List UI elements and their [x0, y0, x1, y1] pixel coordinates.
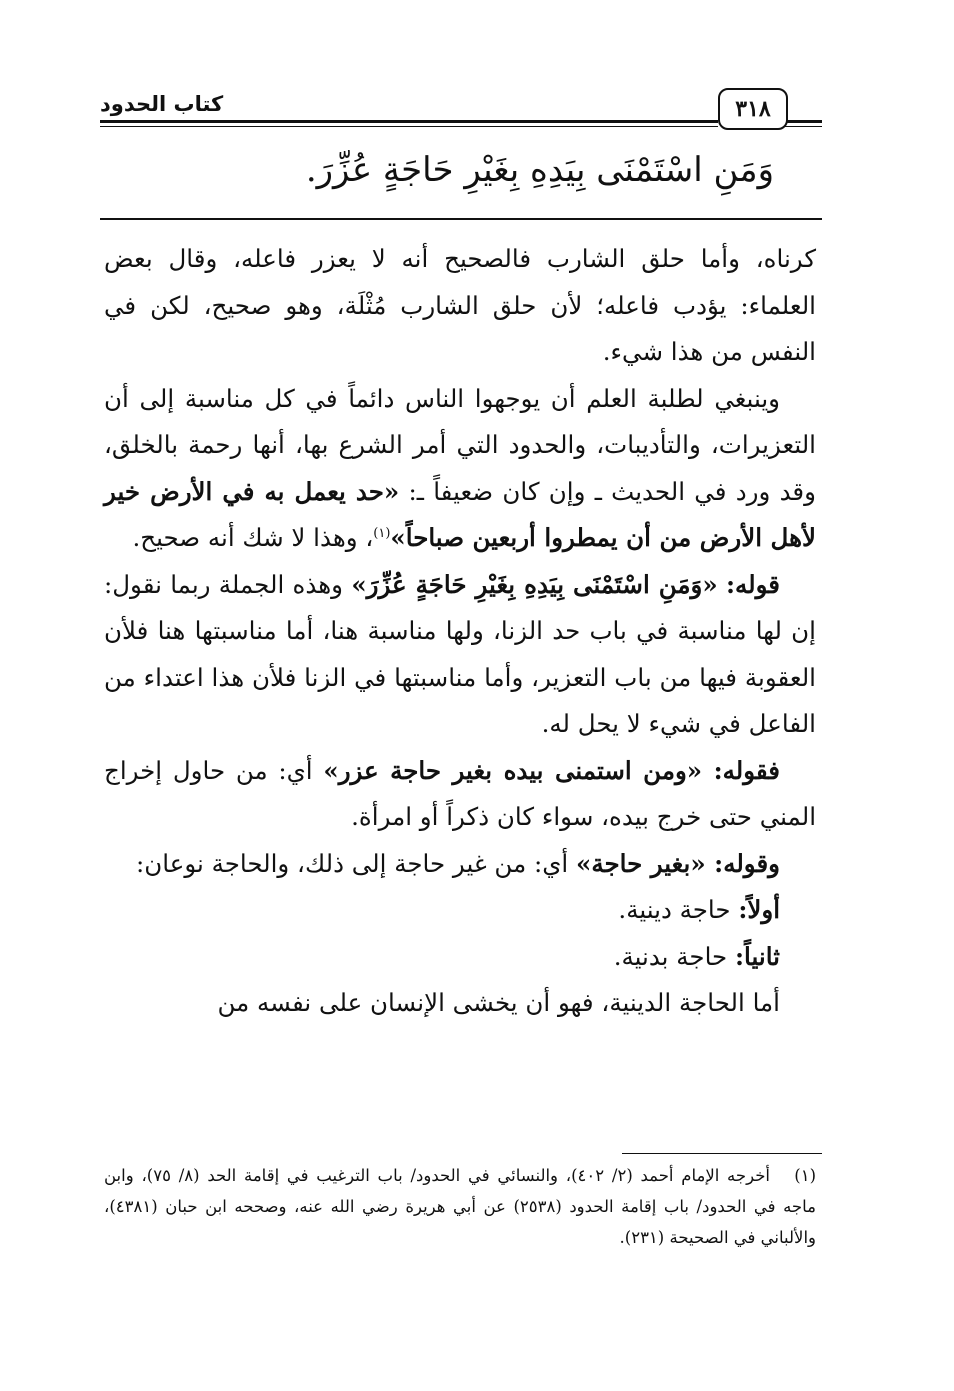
paragraph-2	[104, 376, 816, 562]
paragraph-2-tail: ، وهذا لا شك أنه صحيح.	[132, 523, 374, 552]
footnote	[104, 1160, 816, 1253]
paragraph-3-quote: «وَمَنِ اسْتَمْنَى بِيَدِهِ بِغَيْرِ حَاجَةٍ عُزِّرَ»	[351, 569, 718, 599]
footnote-number: (١)	[794, 1166, 816, 1185]
list-item-1-label: أولاً:	[738, 895, 780, 924]
list-item-2-label: ثانياً:	[734, 941, 780, 971]
paragraph-4	[104, 748, 816, 841]
footnote-separator	[622, 1153, 822, 1154]
paragraph-5-text: أي: من غير حاجة إلى ذلك، والحاجة نوعان:	[136, 848, 569, 878]
body-text	[104, 236, 816, 1027]
paragraph-1: كرناه، وأما حلق الشارب فالصحيح أنه لا يعزر فاعله، وقال بعض العلماء: يؤدب فاعله؛ لأن حلق الشارب مُثْلَة، وهو صحيح، لكن في النفس من هذا شيء.	[104, 244, 816, 366]
footnote-text: أخرجه الإمام أحمد (٢/ ٤٠٢)، والنسائي في الحدود/ باب الترغيب في إقامة الحد (٨/ ٧٥)، وابن ماجه في الحدود/ باب إقامة الحدود (٢٥٣٨) عن أبي هريرة رضي الله عنه، وصححه ابن حبان (٤٣٨١)، والألباني في الصحيحة (٢٣١).	[104, 1166, 816, 1247]
paragraph-3	[104, 562, 816, 748]
paragraph-5-lead: وقوله: «بغير حاجة»	[576, 848, 780, 878]
list-item-1-text: حاجة دينية.	[618, 895, 731, 924]
hadith-quote: «حد يعمل به في الأرض خير لأهل الأرض من أن يمطروا أربعين صباحاً»	[104, 476, 816, 552]
footnote-ref: (١)	[373, 525, 391, 541]
list-item-2	[104, 934, 816, 981]
page-header	[100, 86, 822, 136]
paragraph-4-text: أي: من حاول إخراج المني حتى خرج بيده، سواء كان ذكراً أو امرأة.	[104, 755, 816, 831]
paragraph-3-lead: قوله:	[726, 569, 781, 599]
page-number: ٣١٨	[718, 88, 788, 130]
book-title: كتاب الحدود	[100, 92, 224, 116]
header-rule	[100, 120, 718, 127]
matn-separator	[100, 218, 822, 220]
list-item-2-text: حاجة بدنية.	[613, 941, 728, 971]
paragraph-2-text: وينبغي لطلبة العلم أن يوجهوا الناس دائماً في كل مناسبة إلى أن التعزيرات، والتأديبات، والحدود التي أمر الشرع بها، أنها رحمة بالخلق، وقد ورد في الحديث ـ وإن كان ضعيفاً ـ:	[104, 383, 816, 506]
matn-text: وَمَنِ اسْتَمْنَى بِيَدِهِ بِغَيْرِ حَاجَةٍ عُزِّرَ.	[305, 150, 774, 190]
paragraph-5	[104, 841, 816, 888]
header-rule-right	[782, 120, 822, 127]
list-item-1	[104, 887, 816, 934]
paragraph-6: أما الحاجة الدينية، فهو أن يخشى الإنسان على نفسه من	[217, 988, 780, 1017]
paragraph-3-text: وهذه الجملة ربما نقول: إن لها مناسبة في باب حد الزنا، ولها مناسبة هنا، أما مناسبتها هنا فلأن العقوبة فيها من باب التعزير، وأما مناسبتها في الزنا فلأن هذا اعتداء من الفاعل في شيء لا يحل له.	[104, 569, 816, 738]
paragraph-4-lead: فقوله: «ومن استمنى بيده بغير حاجة عزر»	[323, 755, 780, 785]
